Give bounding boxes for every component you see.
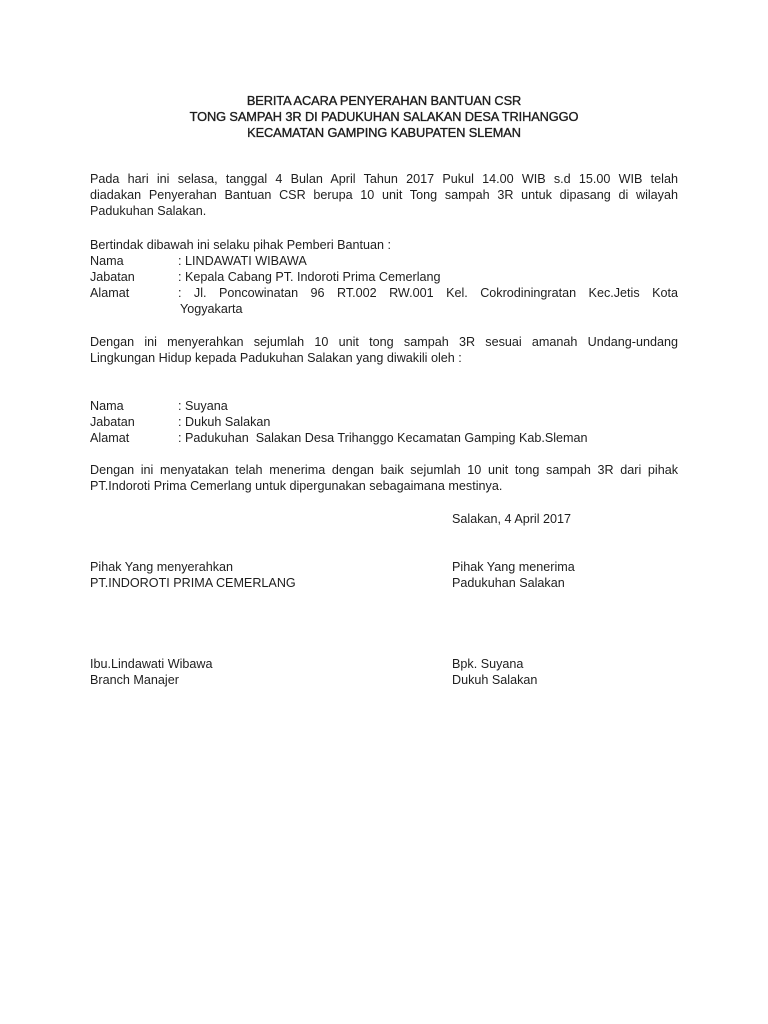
handover-line-2: Lingkungan Hidup kepada Padukuhan Salakan yang diwakili oleh : [90,351,462,365]
left-signer-organization: PT.INDOROTI PRIMA CEMERLANG [90,576,296,590]
right-signer-role: Pihak Yang menerima [452,560,575,574]
field-value: : Dukuh Salakan [178,415,271,429]
giver-field-nama [90,253,678,269]
field-label: Nama [90,399,124,413]
intro-line-2: diadakan Penyerahan Bantuan CSR berupa 10 unit Tong sampah 3R untuk dipasang di wilayah [90,188,678,202]
receiver-field-nama [90,398,678,414]
field-value [178,285,678,317]
field-label: Alamat [90,286,130,300]
right-signer-organization: Padukuhan Salakan [452,576,565,590]
left-signer-name: Ibu.Lindawati Wibawa [90,657,213,671]
handover-line-1: Dengan ini menyerahkan sejumlah 10 unit tong sampah 3R sesuai amanah Undang-undang [90,335,678,349]
alamat-line-1: : Jl. Poncowinatan 96 RT.002 RW.001 Kel. Cokrodiningratan Kec.Jetis Kota [178,286,678,300]
title-line-1: BERITA ACARA PENYERAHAN BANTUAN CSR [246,93,522,108]
field-label: Nama [90,254,124,268]
receiver-field-jabatan [90,414,678,430]
document-title [0,93,768,141]
alamat-line-2: Yogyakarta [180,302,243,316]
field-value: : Kepala Cabang PT. Indoroti Prima Cemerlang [178,270,441,284]
title-line-2: TONG SAMPAH 3R DI PADUKUHAN SALAKAN DESA TRIHANGGO [189,109,579,124]
acceptance-line-1: Dengan ini menyatakan telah menerima dengan baik sejumlah 10 unit tong sampah 3R dari pihak [90,463,678,477]
acceptance-line-2: PT.Indoroti Prima Cemerlang untuk dipergunakan sebagaimana mestinya. [90,479,503,493]
field-value: : Suyana [178,399,228,413]
left-signer-role: Pihak Yang menyerahkan [90,560,234,574]
field-value: : LINDAWATI WIBAWA [178,254,307,268]
place-date: Salakan, 4 April 2017 [452,512,572,526]
giver-heading: Bertindak dibawah ini selaku pihak Pemberi Bantuan : [90,238,392,252]
field-value: : Padukuhan Salakan Desa Trihanggo Kecamatan Gamping Kab.Sleman [178,431,588,445]
title-line-3: KECAMATAN GAMPING KABUPATEN SLEMAN [247,125,521,140]
right-signer-name: Bpk. Suyana [452,657,524,671]
field-label: Jabatan [90,415,135,429]
field-label: Jabatan [90,270,135,284]
receiver-field-alamat [90,430,678,446]
field-label: Alamat [90,431,130,445]
left-signer-position: Branch Manajer [90,673,179,687]
giver-field-alamat [90,285,678,317]
giver-field-jabatan [90,269,678,285]
handover-paragraph [90,334,678,366]
acceptance-paragraph [90,462,678,494]
intro-paragraph [90,171,678,219]
intro-line-1: Pada hari ini selasa, tanggal 4 Bulan April Tahun 2017 Pukul 14.00 WIB s.d 15.00 WIB telah [90,172,678,186]
intro-line-3: Padukuhan Salakan. [90,204,207,218]
right-signer-position: Dukuh Salakan [452,673,538,687]
